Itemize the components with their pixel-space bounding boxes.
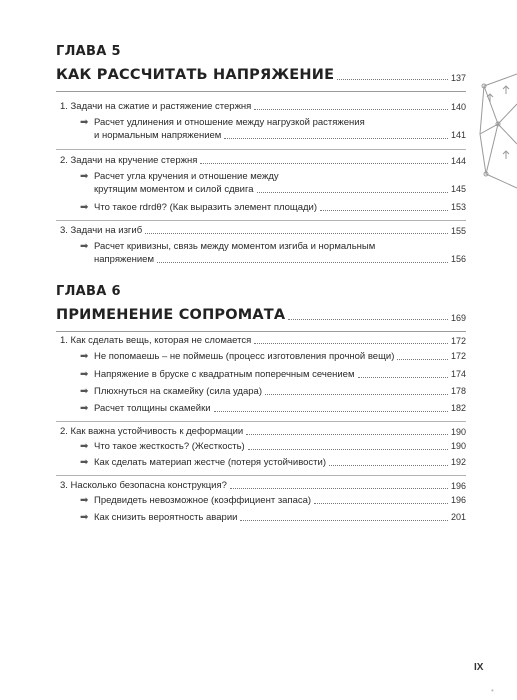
item-text: Расчет удлинения и отношение между нагрузкой растяжения xyxy=(94,117,365,128)
toc-item[interactable] xyxy=(80,385,466,398)
item-text: и нормальным напряжением xyxy=(94,130,222,141)
page-ref: 141 xyxy=(450,130,466,140)
item-text: Предвидеть невозможное (коэффициент запаса) xyxy=(94,495,312,506)
page-ref: 153 xyxy=(450,202,466,212)
toc-item[interactable] xyxy=(80,170,466,196)
item-text: Расчет угла кручения и отношение между xyxy=(94,171,279,182)
toc-section[interactable] xyxy=(60,101,466,113)
arrow-right-icon: ➡ xyxy=(80,495,89,506)
section-divider xyxy=(56,220,466,221)
chapter-title-row[interactable] xyxy=(56,307,466,323)
chapter-divider xyxy=(56,331,466,332)
toc-item[interactable] xyxy=(80,402,466,415)
item-text: Плюхнуться на скамейку (сила удара) xyxy=(94,386,262,397)
arrow-right-icon: ➡ xyxy=(80,441,89,452)
toc-item[interactable] xyxy=(80,350,466,363)
page-ref: 137 xyxy=(450,73,466,83)
dot-leader xyxy=(254,343,448,344)
dot-leader xyxy=(214,411,448,412)
page-ref: 155 xyxy=(450,226,466,236)
dot-leader xyxy=(248,449,448,450)
chapter-title: КАК РАССЧИТАТЬ НАПРЯЖЕНИЕ xyxy=(56,67,335,83)
section-divider xyxy=(56,475,466,476)
dot-leader xyxy=(240,520,448,521)
chapter-6-header xyxy=(56,284,466,332)
arrow-right-icon: ➡ xyxy=(80,403,89,414)
page-ref: 156 xyxy=(450,254,466,264)
toc-section[interactable] xyxy=(60,335,466,347)
chapter-divider xyxy=(56,91,466,92)
page-ref: 169 xyxy=(450,313,466,323)
chapter-title-row[interactable] xyxy=(56,67,466,83)
page-ref: 196 xyxy=(450,481,466,491)
page-ref: 201 xyxy=(450,512,466,522)
toc-section[interactable] xyxy=(60,155,466,167)
dot-leader xyxy=(320,210,448,211)
dot-leader xyxy=(288,319,448,320)
arrow-right-icon: ➡ xyxy=(80,351,89,362)
item-text: Как сделать материап жестче (потеря устойчивости) xyxy=(94,457,326,468)
toc-item[interactable] xyxy=(80,240,466,266)
toc-item[interactable] xyxy=(80,116,466,142)
page-ref: 192 xyxy=(450,457,466,467)
dot-leader xyxy=(314,503,448,504)
arrow-right-icon: ➡ xyxy=(80,241,89,252)
chapter-label: ГЛАВА 5 xyxy=(56,44,121,59)
page-ref: 145 xyxy=(450,184,466,194)
section-title: 2. Задачи на кручение стержня xyxy=(60,155,198,166)
dot-leader xyxy=(157,262,448,263)
dot-leader xyxy=(145,233,448,234)
dot-leader xyxy=(200,163,448,164)
item-text: крутящим моментом и силой сдвига xyxy=(94,184,254,195)
page-ref: 190 xyxy=(450,427,466,437)
toc-section[interactable] xyxy=(60,480,466,492)
item-text: Напряжение в бруске с квадратным поперечным сечением xyxy=(94,369,355,380)
item-text: напряжением xyxy=(94,254,155,265)
arrow-right-icon: ➡ xyxy=(80,386,89,397)
item-text: Как снизить вероятность аварии xyxy=(94,512,238,523)
arrow-right-icon: ➡ xyxy=(80,457,89,468)
item-text: Не попомаешь – не поймешь (процесс изготовления прочной вещи) xyxy=(94,351,395,362)
corner-mark: • xyxy=(491,686,494,695)
section-title: 2. Как важна устойчивость к деформации xyxy=(60,426,244,437)
section-title: 3. Насколько безопасна конструкция? xyxy=(60,480,227,491)
dot-leader xyxy=(224,138,448,139)
section-title: 1. Как сделать вещь, которая не сломается xyxy=(60,335,252,346)
page-ref: 174 xyxy=(450,369,466,379)
chapter-title: ПРИМЕНЕНИЕ СОПРОМАТА xyxy=(56,307,286,323)
arrow-right-icon: ➡ xyxy=(80,117,89,128)
dot-leader xyxy=(254,109,448,110)
section-divider xyxy=(56,149,466,150)
page-ref: 190 xyxy=(450,441,466,451)
dot-leader xyxy=(257,192,448,193)
dot-leader xyxy=(397,359,448,360)
chapter-5-header xyxy=(56,44,466,92)
arrow-right-icon: ➡ xyxy=(80,171,89,182)
toc-item[interactable] xyxy=(80,494,466,507)
truss-drawing-icon xyxy=(476,64,517,194)
dot-leader xyxy=(329,465,448,466)
page-ref: 144 xyxy=(450,156,466,166)
dot-leader xyxy=(230,488,448,489)
toc-section[interactable] xyxy=(60,426,466,438)
dot-leader xyxy=(246,434,448,435)
toc-section[interactable] xyxy=(60,225,466,237)
section-title: 1. Задачи на сжатие и растяжение стержня xyxy=(60,101,252,112)
page-ref: 196 xyxy=(450,495,466,505)
toc-item[interactable] xyxy=(80,511,466,524)
page-ref: 172 xyxy=(450,336,466,346)
section-divider xyxy=(56,421,466,422)
section-title: 3. Задачи на изгиб xyxy=(60,225,143,236)
page-number: IX xyxy=(474,662,484,673)
toc-item[interactable] xyxy=(80,368,466,381)
dot-leader xyxy=(265,394,448,395)
item-text: Расчет кривизны, связь между моментом изгиба и нормальным xyxy=(94,241,376,252)
arrow-right-icon: ➡ xyxy=(80,202,89,213)
item-text: Что такое rdrdθ? (Как выразить элемент площади) xyxy=(94,202,318,213)
toc-item[interactable] xyxy=(80,456,466,469)
dot-leader xyxy=(358,377,448,378)
toc-item[interactable] xyxy=(80,201,466,214)
page-ref: 182 xyxy=(450,403,466,413)
item-text: Расчет толщины скамейки xyxy=(94,403,211,414)
page-ref: 178 xyxy=(450,386,466,396)
chapter-label: ГЛАВА 6 xyxy=(56,284,121,299)
page-ref: 140 xyxy=(450,102,466,112)
page-ref: 172 xyxy=(450,351,466,361)
dot-leader xyxy=(337,79,448,80)
arrow-right-icon: ➡ xyxy=(80,369,89,380)
arrow-right-icon: ➡ xyxy=(80,512,89,523)
item-text: Что такое жесткость? (Жесткость) xyxy=(94,441,245,452)
toc-item[interactable] xyxy=(80,440,466,453)
